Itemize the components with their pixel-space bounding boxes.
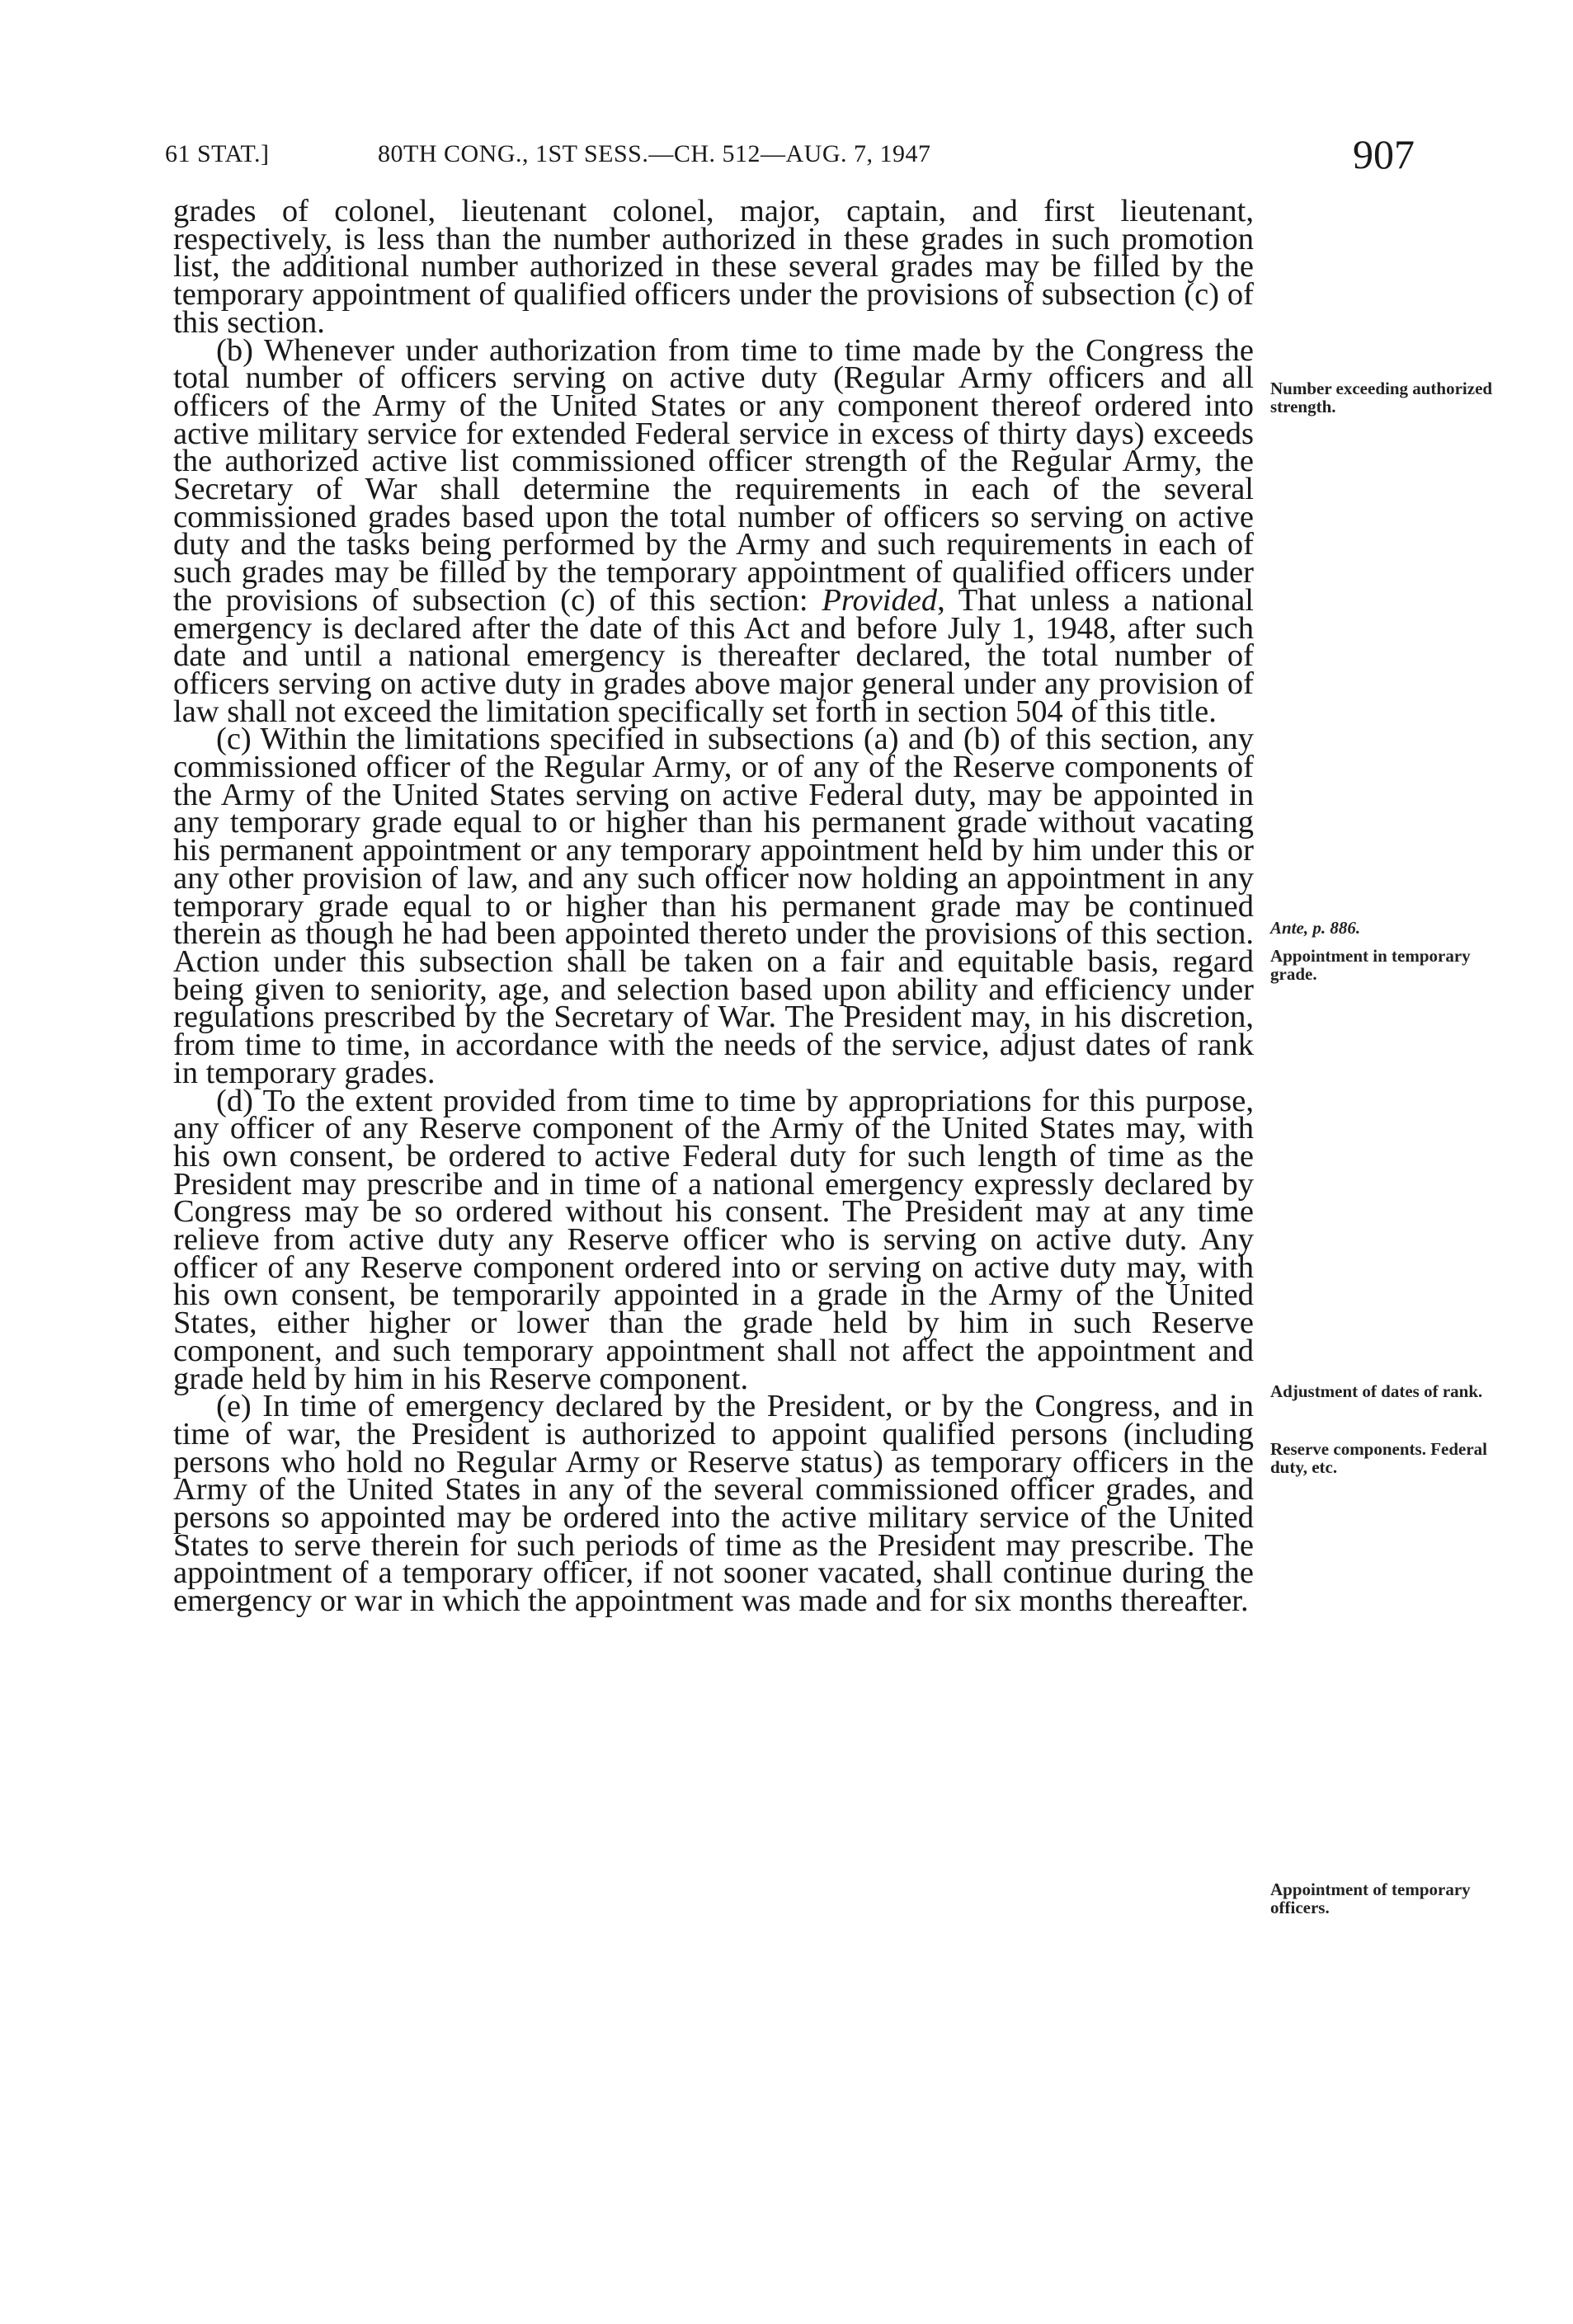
session-reference: 80TH CONG., 1ST SESS.—CH. 512—AUG. 7, 1947: [378, 140, 931, 167]
proviso-word: Provided: [822, 582, 938, 618]
paragraph-subsection-e: (e) In time of emergency declared by the President, or by the Congress, and in time of war, the President is authorized to appoint qualified persons (including persons who hold no Regular Army or Reserve status) as temporary officers in the Army of the United States in any of the several commissioned officer grades, and persons so appointed may be ordered into the active military service of the United States to serve therein for such periods of time as the President may prescribe. The appointment of a temporary officer, if not sooner vacated, shall continue during the emergency or war in which the appointment was made and for six months thereafter.: [173, 1389, 1254, 1619]
paragraph-subsection-b: (b) Whenever under authorization from time to time made by the Congress the total number of officers serving on active duty (Regular Army officers and all officers of the Army of the United States or any component thereof ordered into active military service for extended Federal service in excess of thirty days) exceeds the authorized active list commissioned officer strength of the Regular Army, the Secretary of War shall determine the requirements in each of the several commissioned grades based upon the total number of officers so serving on active duty and the tasks being performed by the Army and such requirements in each of such grades may be filled by the temporary appointment of qualified officers under the provisions of subsection (c) of this section: Provided, That unless a national emergency is declared after the date of this Act and before July 1, 1948, after such date and until a national emergency is thereafter declared, the total number of officers serving on active duty in grades above major general under any provision of law shall not exceed the limitation specifically set forth in section 504 of this title.: [173, 332, 1254, 729]
paragraph-subsection-d: (d) To the extent provided from time to time by appropriations for this purpose, any officer of any Reserve component of the Army of the United States may, with his own consent, be ordered to active Federal duty for such length of time as the President may prescribe and in time of a national emergency expressly declared by Congress may be so ordered without his consent. The President may at any time relieve from active duty any Reserve officer who is serving on active duty. Any officer of any Reserve component ordered into or serving on active duty may, with his own consent, be temporarily appointed in a grade in the Army of the United States, either higher or lower than the grade held by him in such Reserve component, and such temporary appointment shall not affect the appointment and grade held by him in his Reserve component.: [173, 1083, 1254, 1396]
paragraph-continuation: grades of colonel, lieutenant colonel, major, captain, and first lieutenant, respectively, is less than the number authorized in these grades in such promotion list, the additional number authorized in these several grades may be filled by the temporary appointment of qualified officers under the provisions of subsection (c) of this section.: [173, 194, 1254, 340]
statute-body: [173, 194, 1254, 1619]
paragraph-subsection-c: (c) Within the limitations specified in subsections (a) and (b) of this section, any commissioned officer of the Regular Army, or of any of the Reserve components of the Army of the United States serving on active Federal duty, may be appointed in any temporary grade equal to or higher than his permanent grade without vacating his permanent appointment or any temporary appointment held by him under this or any other provision of law, and any such officer now holding an appointment in any temporary grade equal to or higher than his permanent grade may be continued therein as though he had been appointed thereto under the provisions of this section. Action under this subsection shall be taken on a fair and equitable basis, regard being given to seniority, age, and selection based upon ability and efficiency under regulations prescribed by the Secretary of War. The President may, in his discretion, from time to time, in accordance with the needs of the service, adjust dates of rank in temporary grades.: [173, 722, 1254, 1090]
running-header: [165, 130, 1501, 188]
margin-note-appointment-temporary-officers: Appointment of temporary officers.: [1270, 1879, 1471, 1917]
margin-note-reserve-components: Reserve components. Federal duty, etc.: [1270, 1439, 1488, 1477]
margin-note-adjustment-dates: Adjustment of dates of rank.: [1270, 1381, 1483, 1401]
page-number: 907: [1353, 131, 1415, 177]
volume-reference: 61 STAT.]: [165, 140, 270, 167]
margin-note-number-exceeding: Number exceeding authorized strength.: [1270, 379, 1493, 416]
margin-note-ante-reference: Ante, p. 886.: [1270, 918, 1361, 938]
margin-note-appointment-temporary-grade: Appointment in temporary grade.: [1270, 946, 1471, 984]
